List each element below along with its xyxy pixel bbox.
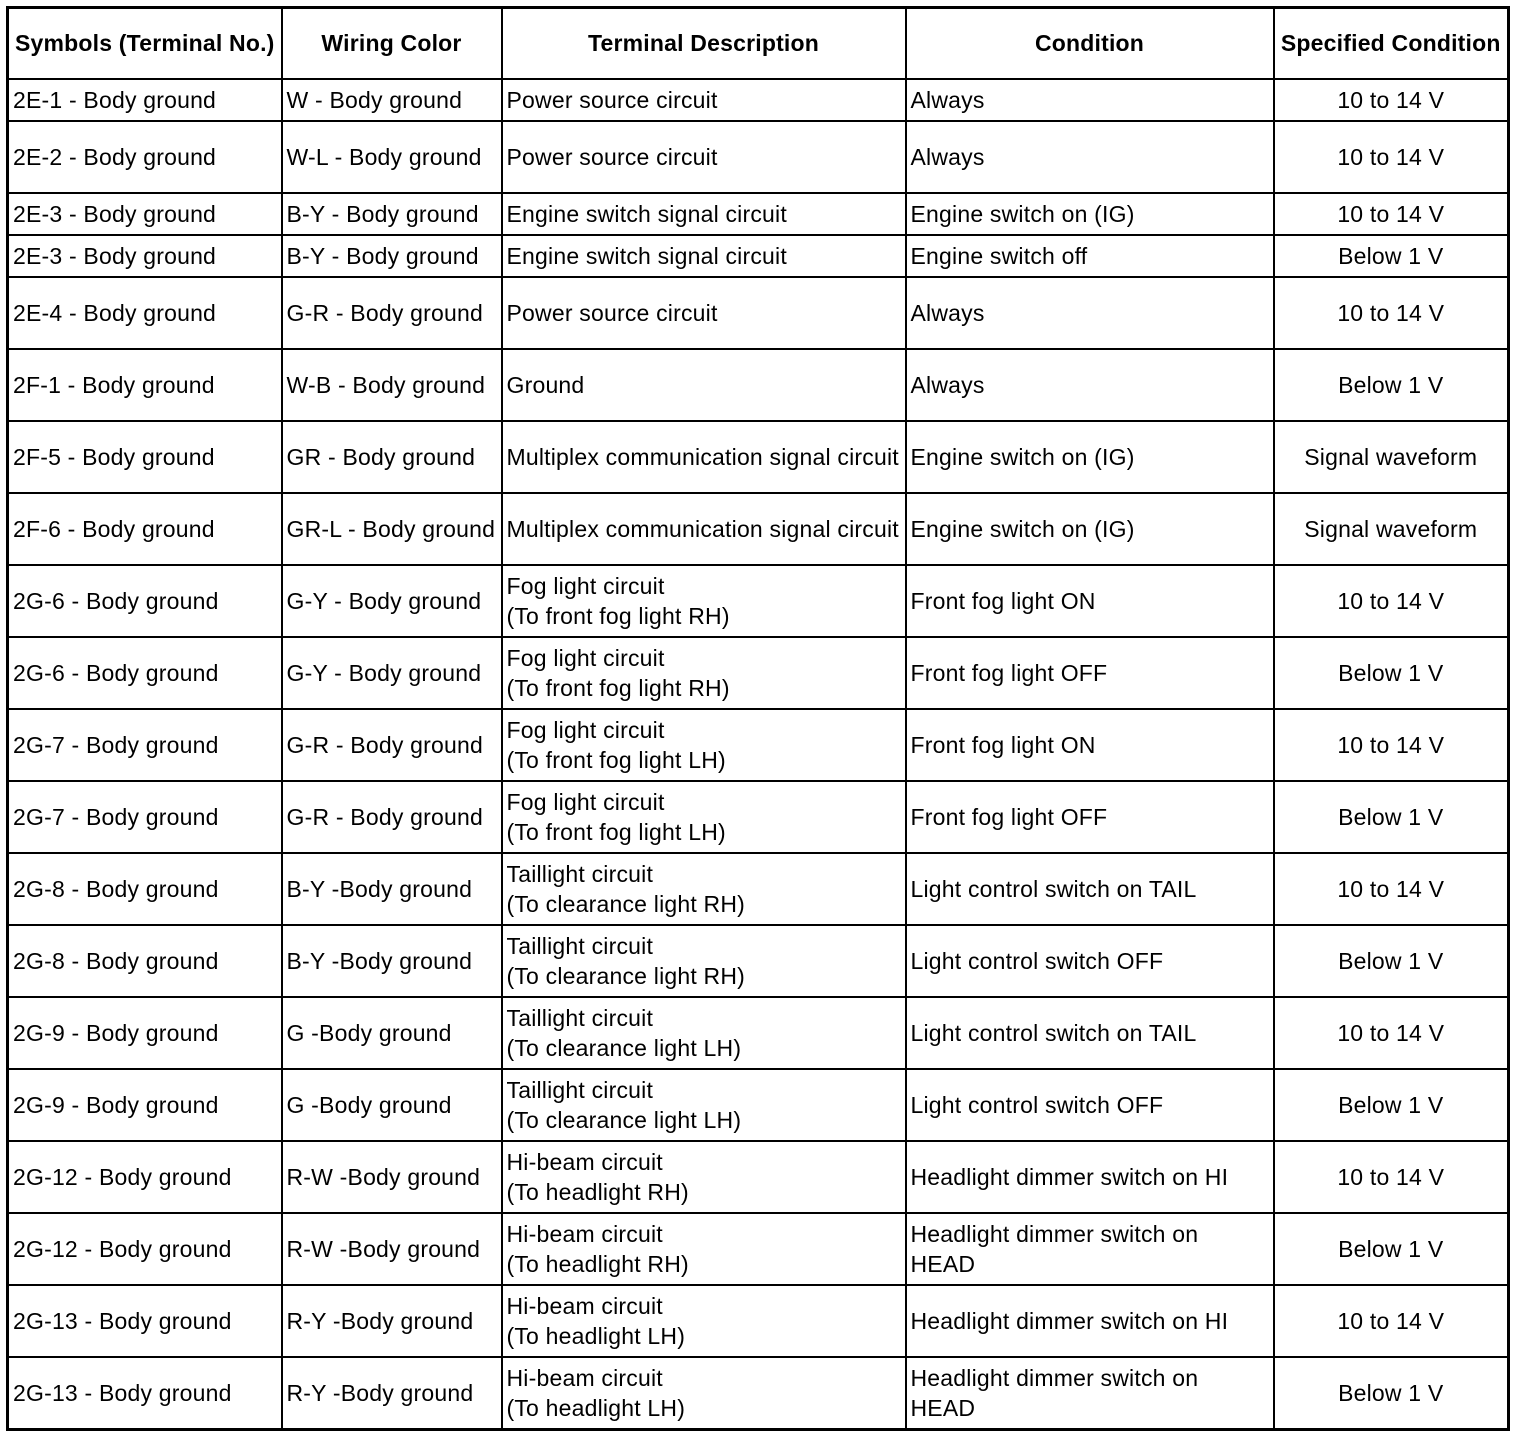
terminal-symbol-cell: 2G-8 - Body ground [8, 925, 282, 997]
table-row [8, 853, 1509, 925]
wiring-color-cell: G-Y - Body ground [282, 565, 502, 637]
description-line: (To front fog light LH) [506, 747, 726, 773]
description-line: (To clearance light RH) [506, 891, 746, 917]
condition-cell: Light control switch OFF [906, 925, 1274, 997]
table-row [8, 79, 1509, 121]
description-line: (To headlight LH) [506, 1395, 686, 1421]
description-line: Engine switch signal circuit [506, 243, 787, 269]
description-line: (To headlight LH) [506, 1323, 686, 1349]
condition-cell: Light control switch OFF [906, 1069, 1274, 1141]
specified-condition-cell: Below 1 V [1274, 925, 1509, 997]
specified-condition-cell: 10 to 14 V [1274, 997, 1509, 1069]
description-line: Multiplex communication signal circuit [506, 516, 899, 542]
description-line: (To headlight RH) [506, 1251, 689, 1277]
terminal-symbol-cell: 2G-13 - Body ground [8, 1285, 282, 1357]
description-line: Multiplex communication signal circuit [506, 444, 899, 470]
description-line: Fog light circuit [506, 573, 665, 599]
wiring-color-cell: G-R - Body ground [282, 781, 502, 853]
terminal-symbol-cell: 2E-4 - Body ground [8, 277, 282, 349]
description-line: (To clearance light RH) [506, 963, 746, 989]
specified-condition-cell: 10 to 14 V [1274, 193, 1509, 235]
terminal-description-cell [502, 1213, 906, 1285]
table-row [8, 349, 1509, 421]
terminal-symbol-cell: 2G-9 - Body ground [8, 997, 282, 1069]
condition-cell: Engine switch on (IG) [906, 193, 1274, 235]
table-row [8, 565, 1509, 637]
description-line: (To clearance light LH) [506, 1107, 742, 1133]
terminal-description-cell [502, 781, 906, 853]
terminal-description-cell [502, 853, 906, 925]
table-row [8, 421, 1509, 493]
wiring-color-cell: W-L - Body ground [282, 121, 502, 193]
terminal-description-cell [502, 1357, 906, 1430]
terminal-description-cell [502, 493, 906, 565]
specified-condition-cell: 10 to 14 V [1274, 121, 1509, 193]
condition-cell: Headlight dimmer switch on HI [906, 1141, 1274, 1213]
description-line: Hi-beam circuit [506, 1149, 663, 1175]
condition-cell: Front fog light OFF [906, 637, 1274, 709]
terminal-description-cell [502, 349, 906, 421]
description-line: Hi-beam circuit [506, 1221, 663, 1247]
terminal-symbol-cell: 2E-3 - Body ground [8, 193, 282, 235]
header-terminal-description: Terminal Description [502, 8, 906, 80]
condition-cell: Light control switch on TAIL [906, 997, 1274, 1069]
condition-cell: Front fog light ON [906, 709, 1274, 781]
table-header-row [8, 8, 1509, 80]
terminal-description-cell [502, 1141, 906, 1213]
terminal-description-cell [502, 193, 906, 235]
specified-condition-cell: Below 1 V [1274, 1069, 1509, 1141]
description-line: (To front fog light LH) [506, 819, 726, 845]
description-line: Fog light circuit [506, 645, 665, 671]
condition-cell: Always [906, 79, 1274, 121]
specified-condition-cell: Below 1 V [1274, 781, 1509, 853]
specified-condition-cell: Below 1 V [1274, 235, 1509, 277]
table-row [8, 121, 1509, 193]
terminal-symbol-cell: 2F-1 - Body ground [8, 349, 282, 421]
terminal-symbol-cell: 2F-6 - Body ground [8, 493, 282, 565]
wiring-color-cell: G-R - Body ground [282, 709, 502, 781]
wiring-color-cell: B-Y -Body ground [282, 853, 502, 925]
description-line: Power source circuit [506, 87, 718, 113]
table-row [8, 637, 1509, 709]
description-line: Power source circuit [506, 144, 718, 170]
wiring-color-cell: GR-L - Body ground [282, 493, 502, 565]
terminal-symbol-cell: 2G-13 - Body ground [8, 1357, 282, 1430]
description-line: Taillight circuit [506, 1077, 654, 1103]
condition-cell: Engine switch off [906, 235, 1274, 277]
table-row [8, 193, 1509, 235]
table-row [8, 1357, 1509, 1430]
header-wiring-color: Wiring Color [282, 8, 502, 80]
table-row [8, 493, 1509, 565]
terminal-symbol-cell: 2G-7 - Body ground [8, 709, 282, 781]
specified-condition-cell: 10 to 14 V [1274, 79, 1509, 121]
condition-cell: Always [906, 277, 1274, 349]
description-line: Fog light circuit [506, 717, 665, 743]
condition-cell: Light control switch on TAIL [906, 853, 1274, 925]
specified-condition-cell: 10 to 14 V [1274, 1141, 1509, 1213]
description-line: Hi-beam circuit [506, 1365, 663, 1391]
specified-condition-cell: 10 to 14 V [1274, 277, 1509, 349]
table-row [8, 1213, 1509, 1285]
terminal-symbol-cell: 2G-12 - Body ground [8, 1141, 282, 1213]
terminal-description-cell [502, 121, 906, 193]
description-line: Hi-beam circuit [506, 1293, 663, 1319]
terminal-description-cell [502, 79, 906, 121]
condition-cell: Engine switch on (IG) [906, 493, 1274, 565]
wiring-color-cell: B-Y -Body ground [282, 925, 502, 997]
terminal-symbol-cell: 2G-6 - Body ground [8, 565, 282, 637]
condition-cell: Engine switch on (IG) [906, 421, 1274, 493]
description-line: (To clearance light LH) [506, 1035, 742, 1061]
condition-cell: Always [906, 349, 1274, 421]
description-line: Taillight circuit [506, 861, 654, 887]
specified-condition-cell: 10 to 14 V [1274, 853, 1509, 925]
wiring-color-cell: G-R - Body ground [282, 277, 502, 349]
terminal-description-cell [502, 1285, 906, 1357]
specified-condition-cell: Signal waveform [1274, 421, 1509, 493]
wiring-color-cell: R-Y -Body ground [282, 1285, 502, 1357]
terminal-description-cell [502, 277, 906, 349]
wiring-color-cell: B-Y - Body ground [282, 193, 502, 235]
specified-condition-cell: Below 1 V [1274, 349, 1509, 421]
wiring-color-cell: G -Body ground [282, 997, 502, 1069]
wiring-color-cell: W - Body ground [282, 79, 502, 121]
terminal-inspection-table [6, 6, 1510, 1431]
description-line: (To headlight RH) [506, 1179, 689, 1205]
condition-cell: Front fog light OFF [906, 781, 1274, 853]
terminal-description-cell [502, 997, 906, 1069]
specified-condition-cell: Signal waveform [1274, 493, 1509, 565]
wiring-color-cell: R-W -Body ground [282, 1213, 502, 1285]
terminal-description-cell [502, 925, 906, 997]
table-row [8, 277, 1509, 349]
specified-condition-cell: Below 1 V [1274, 1357, 1509, 1430]
header-specified-condition: Specified Condition [1274, 8, 1509, 80]
terminal-description-cell [502, 637, 906, 709]
terminal-symbol-cell: 2E-2 - Body ground [8, 121, 282, 193]
table-row [8, 781, 1509, 853]
terminal-symbol-cell: 2G-8 - Body ground [8, 853, 282, 925]
terminal-description-cell [502, 709, 906, 781]
wiring-color-cell: G-Y - Body ground [282, 637, 502, 709]
description-line: Fog light circuit [506, 789, 665, 815]
description-line: Taillight circuit [506, 1005, 654, 1031]
condition-cell: Headlight dimmer switch on HI [906, 1285, 1274, 1357]
table-row [8, 1069, 1509, 1141]
condition-cell: Front fog light ON [906, 565, 1274, 637]
table-body [8, 79, 1509, 1430]
description-line: Taillight circuit [506, 933, 654, 959]
wiring-color-cell: R-Y -Body ground [282, 1357, 502, 1430]
wiring-color-cell: B-Y - Body ground [282, 235, 502, 277]
specified-condition-cell: 10 to 14 V [1274, 1285, 1509, 1357]
terminal-symbol-cell: 2F-5 - Body ground [8, 421, 282, 493]
table-row [8, 997, 1509, 1069]
wiring-color-cell: GR - Body ground [282, 421, 502, 493]
description-line: (To front fog light RH) [506, 603, 730, 629]
wiring-color-cell: W-B - Body ground [282, 349, 502, 421]
condition-cell: Always [906, 121, 1274, 193]
terminal-symbol-cell: 2G-9 - Body ground [8, 1069, 282, 1141]
specified-condition-cell: 10 to 14 V [1274, 709, 1509, 781]
terminal-description-cell [502, 565, 906, 637]
terminal-symbol-cell: 2G-7 - Body ground [8, 781, 282, 853]
condition-cell: Headlight dimmer switch on HEAD [906, 1213, 1274, 1285]
description-line: (To front fog light RH) [506, 675, 730, 701]
description-line: Power source circuit [506, 300, 718, 326]
terminal-symbol-cell: 2G-6 - Body ground [8, 637, 282, 709]
specified-condition-cell: Below 1 V [1274, 637, 1509, 709]
table-row [8, 1285, 1509, 1357]
table-row [8, 709, 1509, 781]
wiring-color-cell: G -Body ground [282, 1069, 502, 1141]
description-line: Engine switch signal circuit [506, 201, 787, 227]
terminal-description-cell [502, 421, 906, 493]
header-condition: Condition [906, 8, 1274, 80]
terminal-description-cell [502, 235, 906, 277]
header-symbols: Symbols (Terminal No.) [8, 8, 282, 80]
wiring-color-cell: R-W -Body ground [282, 1141, 502, 1213]
table-row [8, 1141, 1509, 1213]
table-row [8, 925, 1509, 997]
condition-cell: Headlight dimmer switch on HEAD [906, 1357, 1274, 1430]
table-row [8, 235, 1509, 277]
terminal-symbol-cell: 2G-12 - Body ground [8, 1213, 282, 1285]
terminal-description-cell [502, 1069, 906, 1141]
terminal-symbol-cell: 2E-1 - Body ground [8, 79, 282, 121]
specified-condition-cell: Below 1 V [1274, 1213, 1509, 1285]
specified-condition-cell: 10 to 14 V [1274, 565, 1509, 637]
terminal-symbol-cell: 2E-3 - Body ground [8, 235, 282, 277]
description-line: Ground [506, 372, 585, 398]
